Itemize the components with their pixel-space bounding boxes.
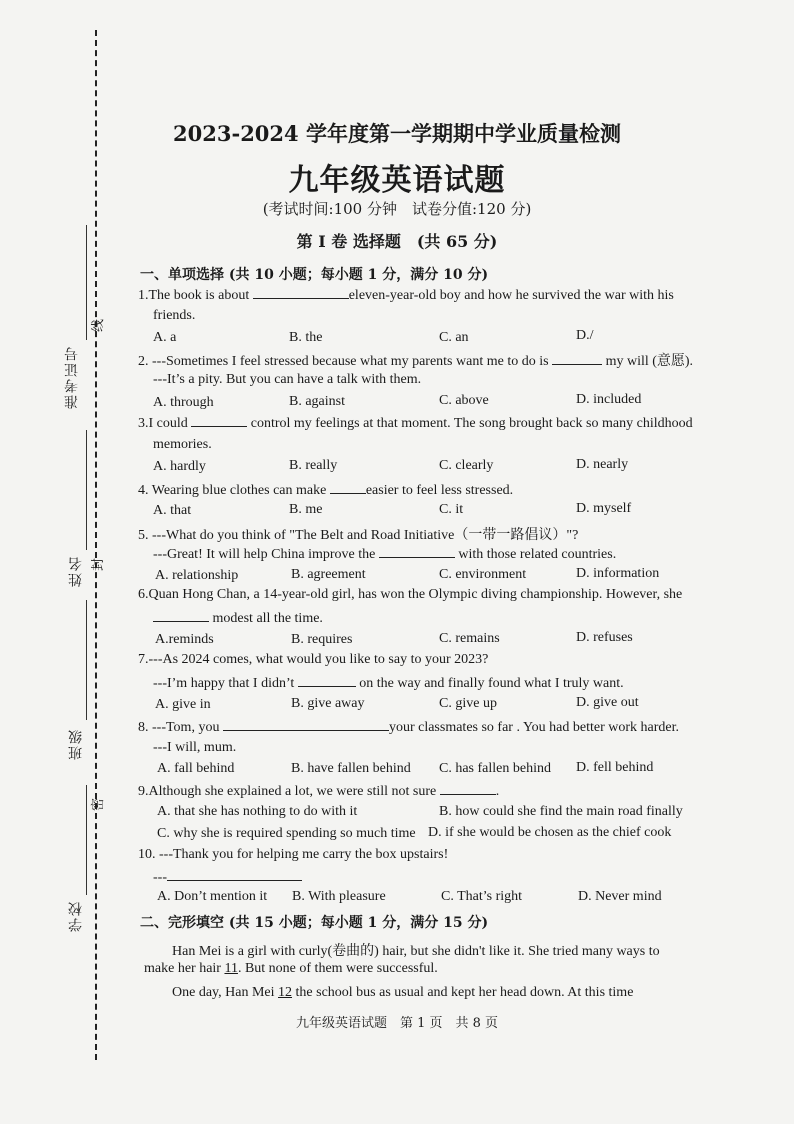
q5-option-a[interactable]: A. relationship (155, 568, 239, 583)
q1-option-a[interactable]: A. a (153, 330, 177, 345)
q10-option-c[interactable]: C. That’s right (441, 889, 523, 904)
question-6-cont: modest all the time. (153, 609, 323, 627)
q5-option-d[interactable]: D. information (576, 566, 660, 581)
question-7-cont: ---I’m happy that I didn’t on the way and finally found what I truly want. (153, 676, 624, 691)
question-10-cont: --- (153, 868, 302, 886)
passage-line-3: One day, Han Mei 12 the school bus as usual and kept her head down. At this time (172, 985, 634, 1000)
blank-11[interactable]: 11 (224, 961, 238, 976)
question-6: 6.Quan Hong Chan, a 14-year-old girl, has won the Olympic diving championship. However, she (138, 587, 683, 602)
name-label: 姓名 (68, 555, 84, 587)
section2-title: 二、完形填空 (共 15 小题；每小题 1 分，满分 15 分) (140, 915, 489, 931)
q9-option-d[interactable]: D. if she would be chosen as the chief cook (428, 825, 672, 840)
q10-option-b[interactable]: B. With pleasure (292, 889, 386, 904)
q1-option-b[interactable]: B. the (289, 330, 323, 345)
q3-option-d[interactable]: D. nearly (576, 457, 629, 472)
school-label: 学校 (68, 900, 84, 932)
class-label: 班级 (68, 728, 84, 760)
q8-option-a[interactable]: A. fall behind (157, 761, 235, 776)
seal-xian: 线 (91, 318, 107, 333)
question-5-cont: ---Great! It will help China improve the with those related countries. (153, 547, 617, 562)
exam-number-label: 准考证号 (64, 345, 80, 409)
q3-option-b[interactable]: B. really (289, 458, 338, 473)
question-7: 7.---As 2024 comes, what would you like to say to your 2023? (138, 652, 489, 667)
question-5: 5. ---What do you think of "The Belt and Road Initiative（一带一路倡议）"? (138, 528, 579, 543)
q8-option-c[interactable]: C. has fallen behind (439, 761, 551, 776)
question-2-cont: ---It’s a pity. But you can have a talk with them. (153, 372, 422, 387)
q8-option-b[interactable]: B. have fallen behind (291, 761, 411, 776)
q6-option-a[interactable]: A.reminds (155, 632, 214, 647)
q7-option-a[interactable]: A. give in (155, 697, 211, 712)
question-3-cont: memories. (153, 437, 212, 452)
q5-option-c[interactable]: C. environment (439, 567, 527, 582)
question-8-cont: ---I will, mum. (153, 740, 237, 755)
q7-option-b[interactable]: B. give away (291, 696, 365, 711)
q2-option-a[interactable]: A. through (153, 395, 214, 410)
section1-title: 一、单项选择 (共 10 小题；每小题 1 分，满分 10 分) (140, 267, 489, 283)
q4-option-a[interactable]: A. that (153, 503, 192, 518)
q10-option-a[interactable]: A. Don’t mention it (157, 889, 268, 904)
q9-option-c[interactable]: C. why she is required spending so much time (157, 826, 416, 841)
q2-option-b[interactable]: B. against (289, 394, 345, 409)
question-10: 10. ---Thank you for helping me carry the box upstairs! (138, 847, 449, 862)
q9-option-b[interactable]: B. how could she find the main road finally (439, 804, 683, 819)
q2-option-c[interactable]: C. above (439, 393, 489, 408)
q1-option-d[interactable]: D./ (576, 328, 594, 343)
q6-option-d[interactable]: D. refuses (576, 630, 633, 645)
question-4: 4. Wearing blue clothes can make easier to feel less stressed. (138, 483, 514, 498)
q3-option-c[interactable]: C. clearly (439, 458, 494, 473)
q9-option-a[interactable]: A. that she has nothing to do with it (157, 804, 358, 819)
question-9: 9.Although she explained a lot, we were still not sure . (138, 784, 500, 799)
question-2: 2. ---Sometimes I feel stressed because what my parents want me to do is my will (意愿). (138, 354, 694, 369)
q2-option-d[interactable]: D. included (576, 392, 642, 407)
q4-option-b[interactable]: B. me (289, 502, 323, 517)
q7-option-d[interactable]: D. give out (576, 695, 639, 710)
exam-title: 2023-2024 学年度第一学期期中学业质量检测 (173, 121, 621, 146)
question-1: 1.The book is about eleven-year-old boy and how he survived the war with his (138, 288, 674, 303)
exam-info: (考试时间:100 分钟 试卷分值:120 分) (262, 200, 532, 218)
passage-line-1: Han Mei is a girl with curly(卷曲的) hair, but she didn't like it. She tried many ways to (172, 944, 660, 959)
page-footer: 九年级英语试题 第 1 页 共 8 页 (295, 1016, 499, 1031)
seal-feng: 封 (91, 557, 107, 572)
q4-option-d[interactable]: D. myself (576, 501, 632, 516)
q7-option-c[interactable]: C. give up (439, 696, 497, 711)
passage-line-2: make her hair 11. But none of them were successful. (144, 961, 438, 976)
q6-option-c[interactable]: C. remains (439, 631, 500, 646)
question-3: 3.I could control my feelings at that moment. The song brought back so many childhood (138, 416, 693, 431)
subject-title: 九年级英语试题 (288, 163, 506, 198)
question-8: 8. ---Tom, you your classmates so far . You had better work harder. (138, 720, 679, 735)
q10-option-d[interactable]: D. Never mind (578, 889, 662, 904)
class-blank (86, 600, 87, 720)
question-1-cont: friends. (153, 308, 196, 323)
q1-option-c[interactable]: C. an (439, 330, 469, 345)
name-blank (86, 430, 87, 550)
q5-option-b[interactable]: B. agreement (291, 567, 366, 582)
blank-12[interactable]: 12 (278, 985, 293, 1000)
seal-mi: 密 (91, 797, 107, 812)
q8-option-d[interactable]: D. fell behind (576, 760, 654, 775)
q4-option-c[interactable]: C. it (439, 502, 464, 517)
part-title: 第 I 卷 选择题 (共 65 分) (296, 232, 498, 251)
q6-option-b[interactable]: B. requires (291, 632, 353, 647)
q3-option-a[interactable]: A. hardly (153, 459, 206, 474)
